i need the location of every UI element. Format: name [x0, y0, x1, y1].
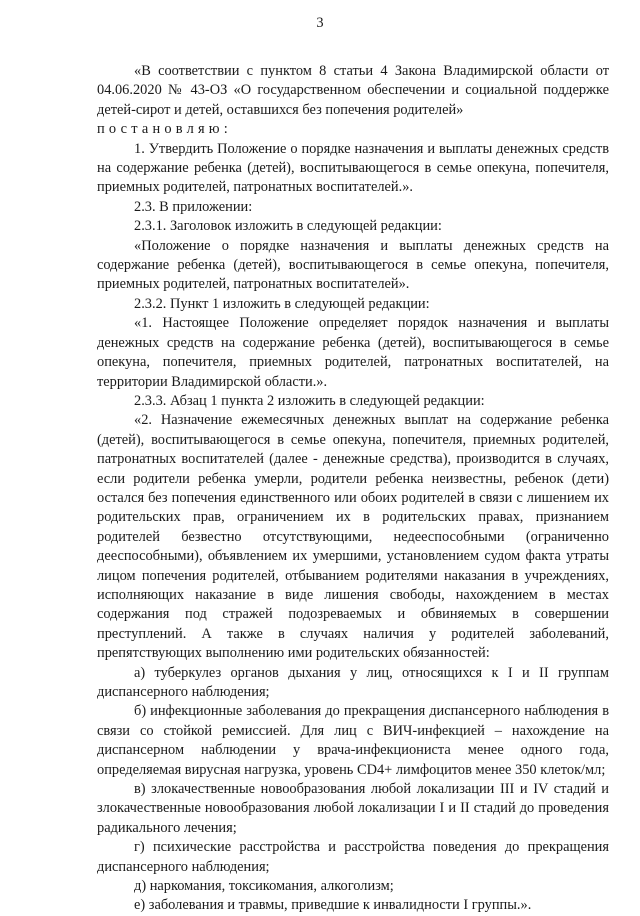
list-item-g: г) психические расстройства и расстройства поведения до прекращения диспансерного наблюдения; — [97, 839, 609, 875]
paragraph-2-3-3: 2.3.3. Абзац 1 пункта 2 изложить в следующей редакции: — [134, 392, 485, 409]
preamble-paragraph: «В соответствии с пунктом 8 статьи 4 Закона Владимирской области от 04.06.2020 № 43-ОЗ «О государственном обеспечении и социальной поддержке детей-сирот и детей, оставшихся без попечения родителей» — [97, 63, 609, 118]
list-item-b: б) инфекционные заболевания до прекращения диспансерного наблюдения в связи со стойкой ремиссией. Для лиц с ВИЧ-инфекцией – нахождение на диспансерном наблюдении у врача-инфекциониста менее одного года, определяемая вирусная нагрузка, уровень CD4+ лимфоцитов менее 350 клеток/мл; — [97, 703, 609, 778]
document-body — [97, 62, 609, 916]
page-number: 3 — [316, 15, 324, 31]
resolution-word: постановляю: — [97, 121, 232, 138]
paragraph-title-text: «Положение о порядке назначения и выплаты денежных средств на содержание ребенка (детей), воспитывающегося в семье опекуна, попечителя, приемных родителей, патронатных воспитателей». — [97, 237, 609, 293]
list-item-e: е) заболевания и травмы, приведшие к инвалидности I группы.». — [134, 897, 532, 914]
list-item-v: в) злокачественные новообразования любой локализации III и IV стадий и злокачественные новообразования любой локализации I и II стадий до проведения радикального лечения; — [97, 781, 609, 836]
paragraph-approve: 1. Утвердить Положение о порядке назначения и выплаты денежных средств на содержание ребенка (детей), воспитывающегося в семье опекуна, попечителя, приемных родителей, патронатных воспитателей.». — [97, 140, 609, 196]
list-item-a: а) туберкулез органов дыхания у лиц, относящихся к I и II группам диспансерного наблюдения; — [97, 664, 609, 700]
paragraph-point-1-text: «1. Настоящее Положение определяет порядок назначения и выплаты денежных средств на содержание ребенка (детей), воспитывающегося в семье опекуна, попечителя, приемных родителей, патронатных воспитателей, на территории Владимирской области.». — [97, 315, 609, 390]
paragraph-2-3-2: 2.3.2. Пункт 1 изложить в следующей редакции: — [134, 295, 430, 312]
paragraph-2-3-1: 2.3.1. Заголовок изложить в следующей редакции: — [134, 218, 442, 235]
paragraph-point-2-text: «2. Назначение ежемесячных денежных выплат на содержание ребенка (детей), воспитывающегося в семье опекуна, попечителя, приемных родителей, патронатных воспитателей (далее - денежные средства), производится в случаях, если родители ребенка умерли, родители ребенка неизвестны, ребенок (дети) остался без попечения единственного или обоих родителей в связи с лишением их родительских прав, ограничением их в родительских правах, признанием родителей безвестно отсутствующими, недееспособными (ограниченно дееспособными), объявлением их умершими, установлением судом факта утраты лицом попечения родителей, отбыванием родителями наказания в учреждениях, исполняющих наказание в виде лишения свободы, нахождением в местах содержания под стражей подозреваемых и обвиняемых в совершении преступлений. А также в случаях наличия у родителей заболеваний, препятствующих выполнению ими родительских обязанностей: — [97, 412, 609, 662]
list-item-d: д) наркомания, токсикомания, алкоголизм; — [134, 878, 394, 895]
paragraph-2-3: 2.3. В приложении: — [134, 198, 253, 215]
